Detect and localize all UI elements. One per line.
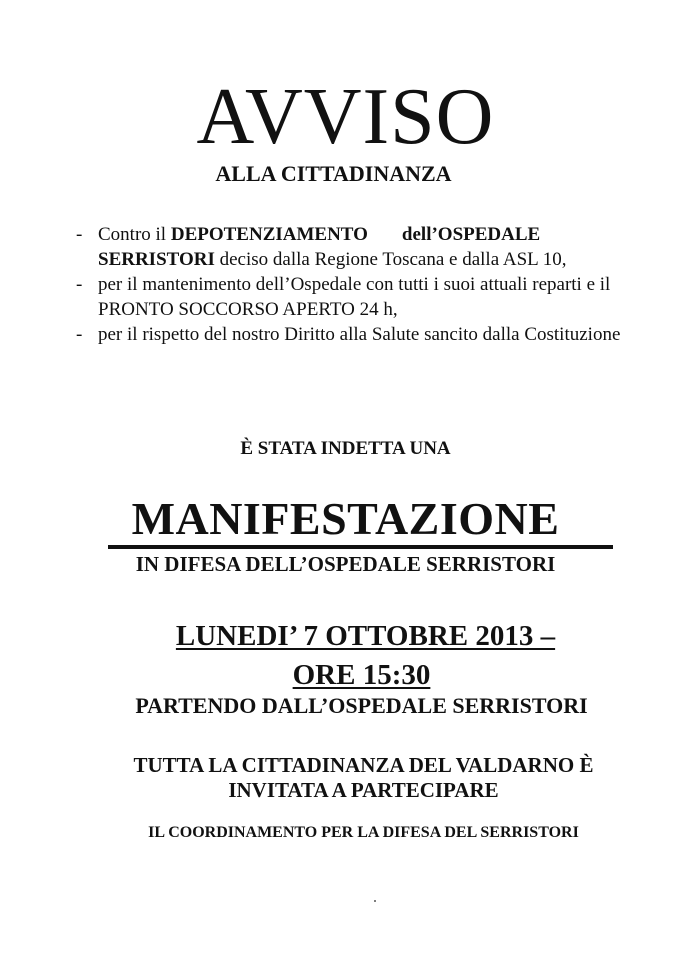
- bullet-dash: -: [76, 224, 83, 245]
- list-item: [76, 322, 636, 347]
- event-title: MANIFESTAZIONE: [131, 493, 560, 544]
- bullet-text: Contro il: [98, 224, 171, 245]
- bullet-bold-text: SERRISTORI: [98, 249, 215, 270]
- departure-text: PARTENDO DALL’OSPEDALE SERRISTORI: [135, 693, 588, 718]
- bullet-dash: -: [76, 274, 83, 295]
- called-heading: È STATA INDETTA UNA: [240, 438, 451, 459]
- event-time: ORE 15:30: [292, 659, 431, 691]
- reasons-list: [76, 222, 636, 347]
- event-subtitle: IN DIFESA DELL’OSPEDALE SERRISTORI: [135, 552, 556, 576]
- bullet-text: per il rispetto del nostro Diritto alla Salute sancito dalla Costituzione: [98, 324, 621, 345]
- notice-title: AVVISO: [196, 73, 495, 161]
- notice-subtitle: ALLA CITTADINANZA: [215, 161, 452, 186]
- event-title-rule: [108, 545, 613, 549]
- invitation-line-1: TUTTA LA CITTADINANZA DEL VALDARNO È: [133, 753, 594, 777]
- bullet-bold-text: dell’OSPEDALE: [401, 224, 541, 245]
- event-date: LUNEDI’ 7 OTTOBRE 2013 –: [175, 620, 556, 652]
- invitation-line-2: INVITATA A PARTECIPARE: [228, 778, 499, 802]
- signature: IL COORDINAMENTO PER LA DIFESA DEL SERRISTORI: [148, 824, 579, 841]
- bullet-text: per il mantenimento dell’Ospedale con tutti i suoi attuali reparti e il PRONTO SOCCORSO APERTO 24 h,: [98, 274, 611, 320]
- bullet-bold-text: DEPOTENZIAMENTO: [170, 224, 368, 245]
- bullet-text: deciso dalla Regione Toscana e dalla ASL 10,: [214, 249, 567, 270]
- list-item: [76, 222, 636, 272]
- bullet-dash: -: [76, 324, 83, 345]
- list-item: [76, 272, 636, 322]
- paper-speck: [374, 900, 376, 902]
